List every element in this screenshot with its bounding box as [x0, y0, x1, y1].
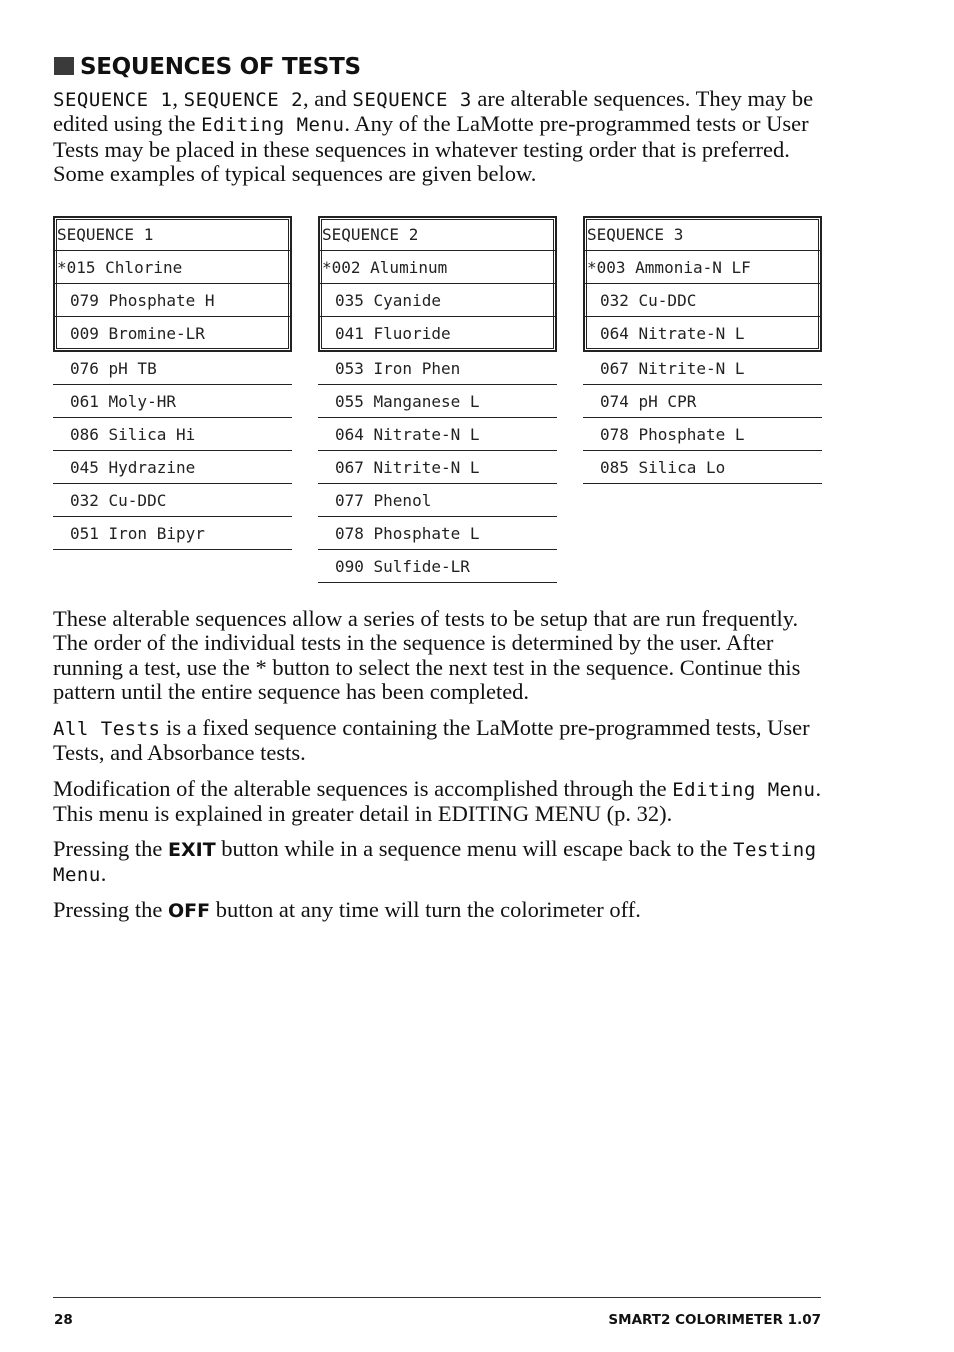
footer-product: SMART2 COLORIMETER 1.07: [608, 1312, 821, 1328]
square-bullet-icon: [54, 57, 74, 75]
test-item: 078 Phosphate L: [583, 418, 822, 451]
footer-rule: [53, 1297, 821, 1298]
test-item: 041 Fluoride: [335, 324, 451, 343]
test-item: *015 Chlorine: [55, 251, 290, 284]
test-item: 064 Nitrate-N L: [318, 418, 557, 451]
sequence-title: SEQUENCE 1: [55, 218, 290, 251]
test-item: 074 pH CPR: [583, 385, 822, 418]
test-item: 051 Iron Bipyr: [53, 517, 292, 550]
test-item: 086 Silica Hi: [53, 418, 292, 451]
seq1-ref: SEQUENCE 1: [53, 89, 173, 111]
paragraph-exit: Pressing the EXIT button while in a sequence menu will escape back to the Testing Menu.: [53, 836, 817, 887]
editing-menu-ref: Editing Menu: [201, 114, 345, 137]
test-item: 064 Nitrate-N L: [600, 324, 745, 343]
lcd-display-box: [318, 216, 557, 352]
star-key: *: [255, 654, 267, 680]
section-heading: [54, 54, 361, 80]
test-item: 009 Bromine-LR: [70, 324, 205, 343]
paragraph-alterable: These alterable sequences allow a series of tests to be setup that are run frequently. The order of the individual tests in the sequence is determined by the user. After running a test, use the * button to select the next test in the sequence. Continue this pattern until the entire sequence has been completed.: [53, 606, 801, 704]
test-item: 077 Phenol: [318, 484, 557, 517]
sequence-2-table: [318, 216, 557, 583]
test-item: *002 Aluminum: [320, 251, 555, 284]
test-item: 032 Cu-DDC: [585, 284, 820, 317]
intro-paragraph: SEQUENCE 1, SEQUENCE 2, and SEQUENCE 3 are alterable sequences. They may be edited using the Editing Menu. Any of the LaMotte pre-programmed tests or User Tests may be placed in these sequences in whatever testing order that is preferred. Some examples of typical sequences are given below.: [53, 86, 814, 186]
test-item: 067 Nitrite-N L: [318, 451, 557, 484]
test-item: 032 Cu-DDC: [53, 484, 292, 517]
seq3-ref: SEQUENCE 3: [352, 89, 472, 111]
lcd-display-box: [583, 216, 822, 352]
test-item: 085 Silica Lo: [583, 451, 822, 484]
sequence-1-table: [53, 216, 292, 550]
test-item: 076 pH TB: [53, 352, 292, 385]
seq2-ref: SEQUENCE 2: [183, 89, 304, 111]
testing-menu-ref: Testing Menu: [53, 839, 817, 887]
heading-text: SEQUENCES OF TESTS: [80, 54, 361, 80]
test-item: 061 Moly-HR: [53, 385, 292, 418]
test-item: 067 Nitrite-N L: [583, 352, 822, 385]
all-tests-ref: All Tests: [53, 718, 161, 740]
test-item: 055 Manganese L: [318, 385, 557, 418]
editing-menu-ref-2: Editing Menu: [672, 779, 816, 801]
sequence-3-table: [583, 216, 822, 484]
sequence-title: SEQUENCE 2: [320, 218, 555, 251]
page-number: 28: [54, 1312, 73, 1328]
lcd-display-box: [53, 216, 292, 352]
test-item: 035 Cyanide: [320, 284, 555, 317]
test-item: 090 Sulfide-LR: [318, 550, 557, 583]
test-item: 045 Hydrazine: [53, 451, 292, 484]
test-item: *003 Ammonia-N LF: [585, 251, 820, 284]
test-item: 053 Iron Phen: [318, 352, 557, 385]
off-key: OFF: [168, 900, 211, 922]
test-item: 079 Phosphate H: [55, 284, 290, 317]
paragraph-modification: Modification of the alterable sequences is accomplished through the Editing Menu. This menu is explained in greater detail in EDITING MENU (p. 32).: [53, 776, 822, 827]
test-item: 078 Phosphate L: [318, 517, 557, 550]
sequence-title: SEQUENCE 3: [585, 218, 820, 251]
paragraph-off: Pressing the OFF button at any time will turn the colorimeter off.: [53, 897, 641, 922]
exit-key: EXIT: [168, 839, 216, 861]
paragraph-all-tests: All Tests is a fixed sequence containing the LaMotte pre-programmed tests, User Tests, and Absorbance tests.: [53, 715, 810, 766]
